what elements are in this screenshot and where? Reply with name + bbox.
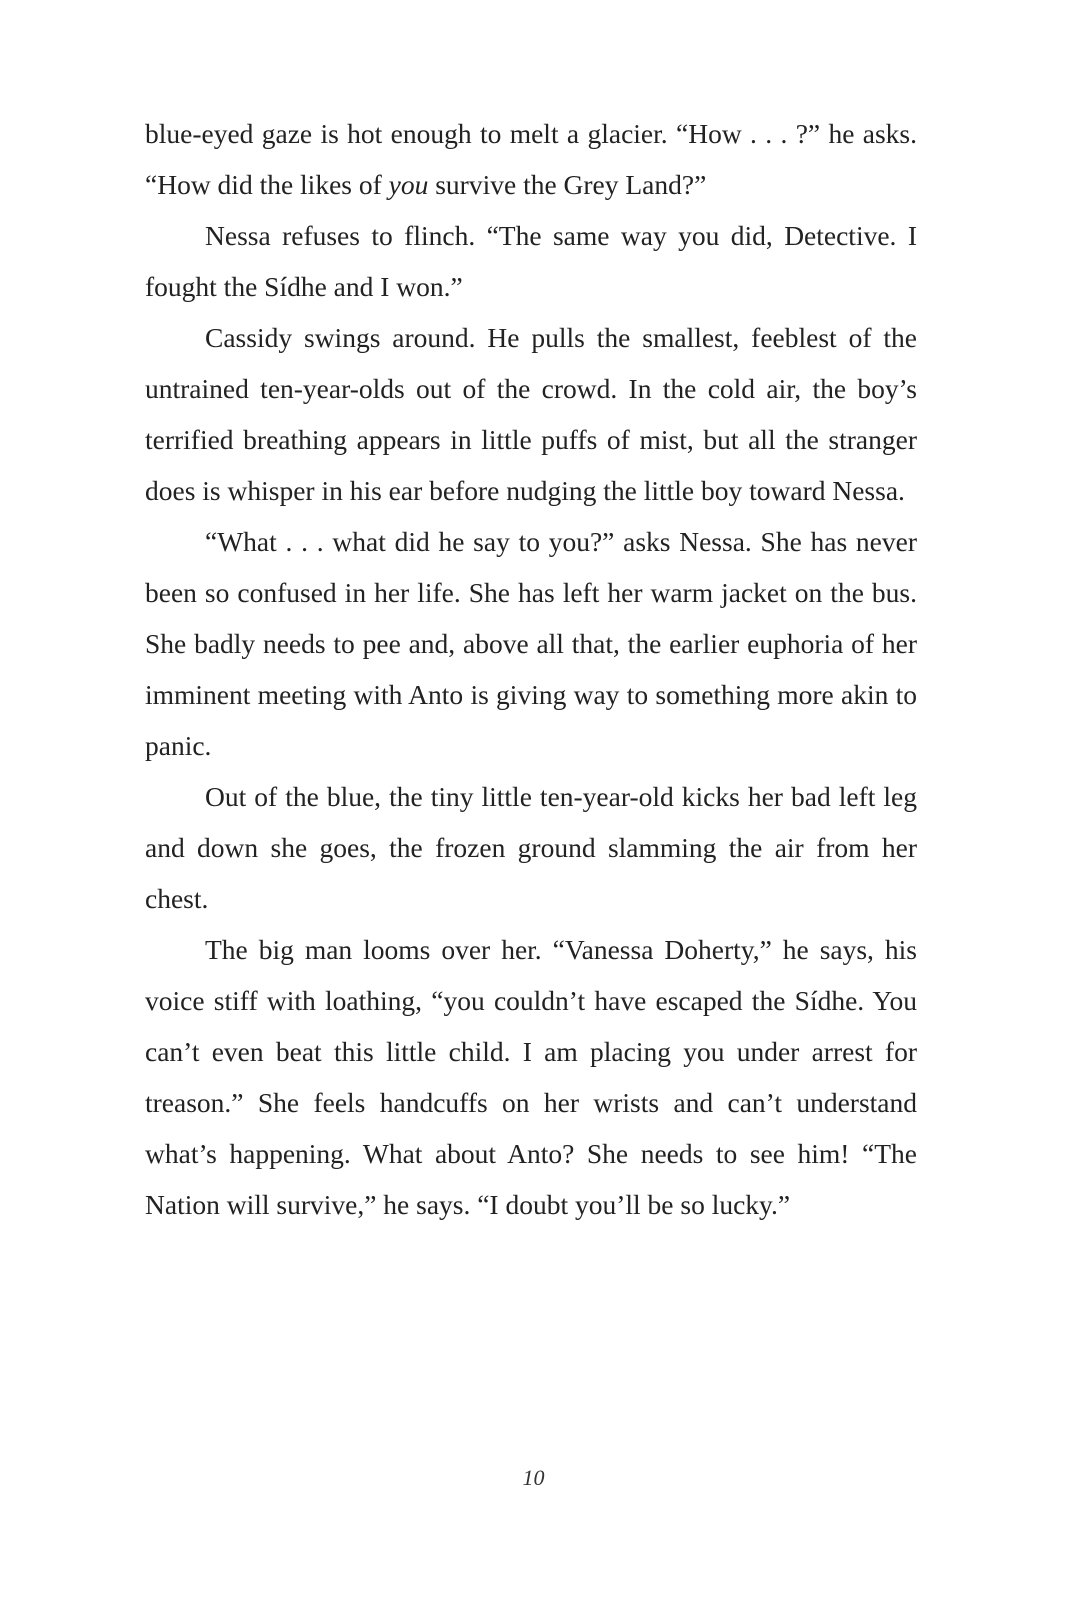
- paragraph-1-part-1: blue-eyed gaze is hot enough to melt a glacier. “How . . . ?” he asks. “How did the likes of: [145, 118, 917, 200]
- page-number: 10: [522, 1465, 545, 1490]
- paragraph-1: [145, 108, 917, 210]
- paragraph-3: Cassidy swings around. He pulls the smallest, feeblest of the untrained ten-year-olds out of the crowd. In the cold air, the boy’s terrified breathing appears in little puffs of mist, but all the stranger does is whisper in his ear before nudging the little boy toward Nessa.: [145, 322, 917, 506]
- paragraph-1-part-2: survive the Grey Land?”: [428, 169, 707, 200]
- emphasized-word: you: [388, 169, 429, 200]
- paragraph-6: The big man looms over her. “Vanessa Doherty,” he says, his voice stiff with loathing, “you couldn’t have escaped the Sídhe. You can’t even beat this little child. I am placing you under arrest for treason.” She feels handcuffs on her wrists and can’t understand what’s happening. What about Anto? She needs to see him! “The Nation will survive,” he says. “I doubt you’ll be so lucky.”: [145, 934, 917, 1220]
- body-text: [145, 108, 917, 1230]
- paragraph-5: Out of the blue, the tiny little ten-year-old kicks her bad left leg and down she goes, the frozen ground slamming the air from her chest.: [145, 781, 917, 914]
- paragraph-2: Nessa refuses to flinch. “The same way you did, Detective. I fought the Sídhe and I won.”: [145, 220, 917, 302]
- paragraph-4: “What . . . what did he say to you?” asks Nessa. She has never been so confused in her life. She has left her warm jacket on the bus. She badly needs to pee and, above all that, the earlier euphoria of her imminent meeting with Anto is giving way to something more akin to panic.: [145, 526, 917, 761]
